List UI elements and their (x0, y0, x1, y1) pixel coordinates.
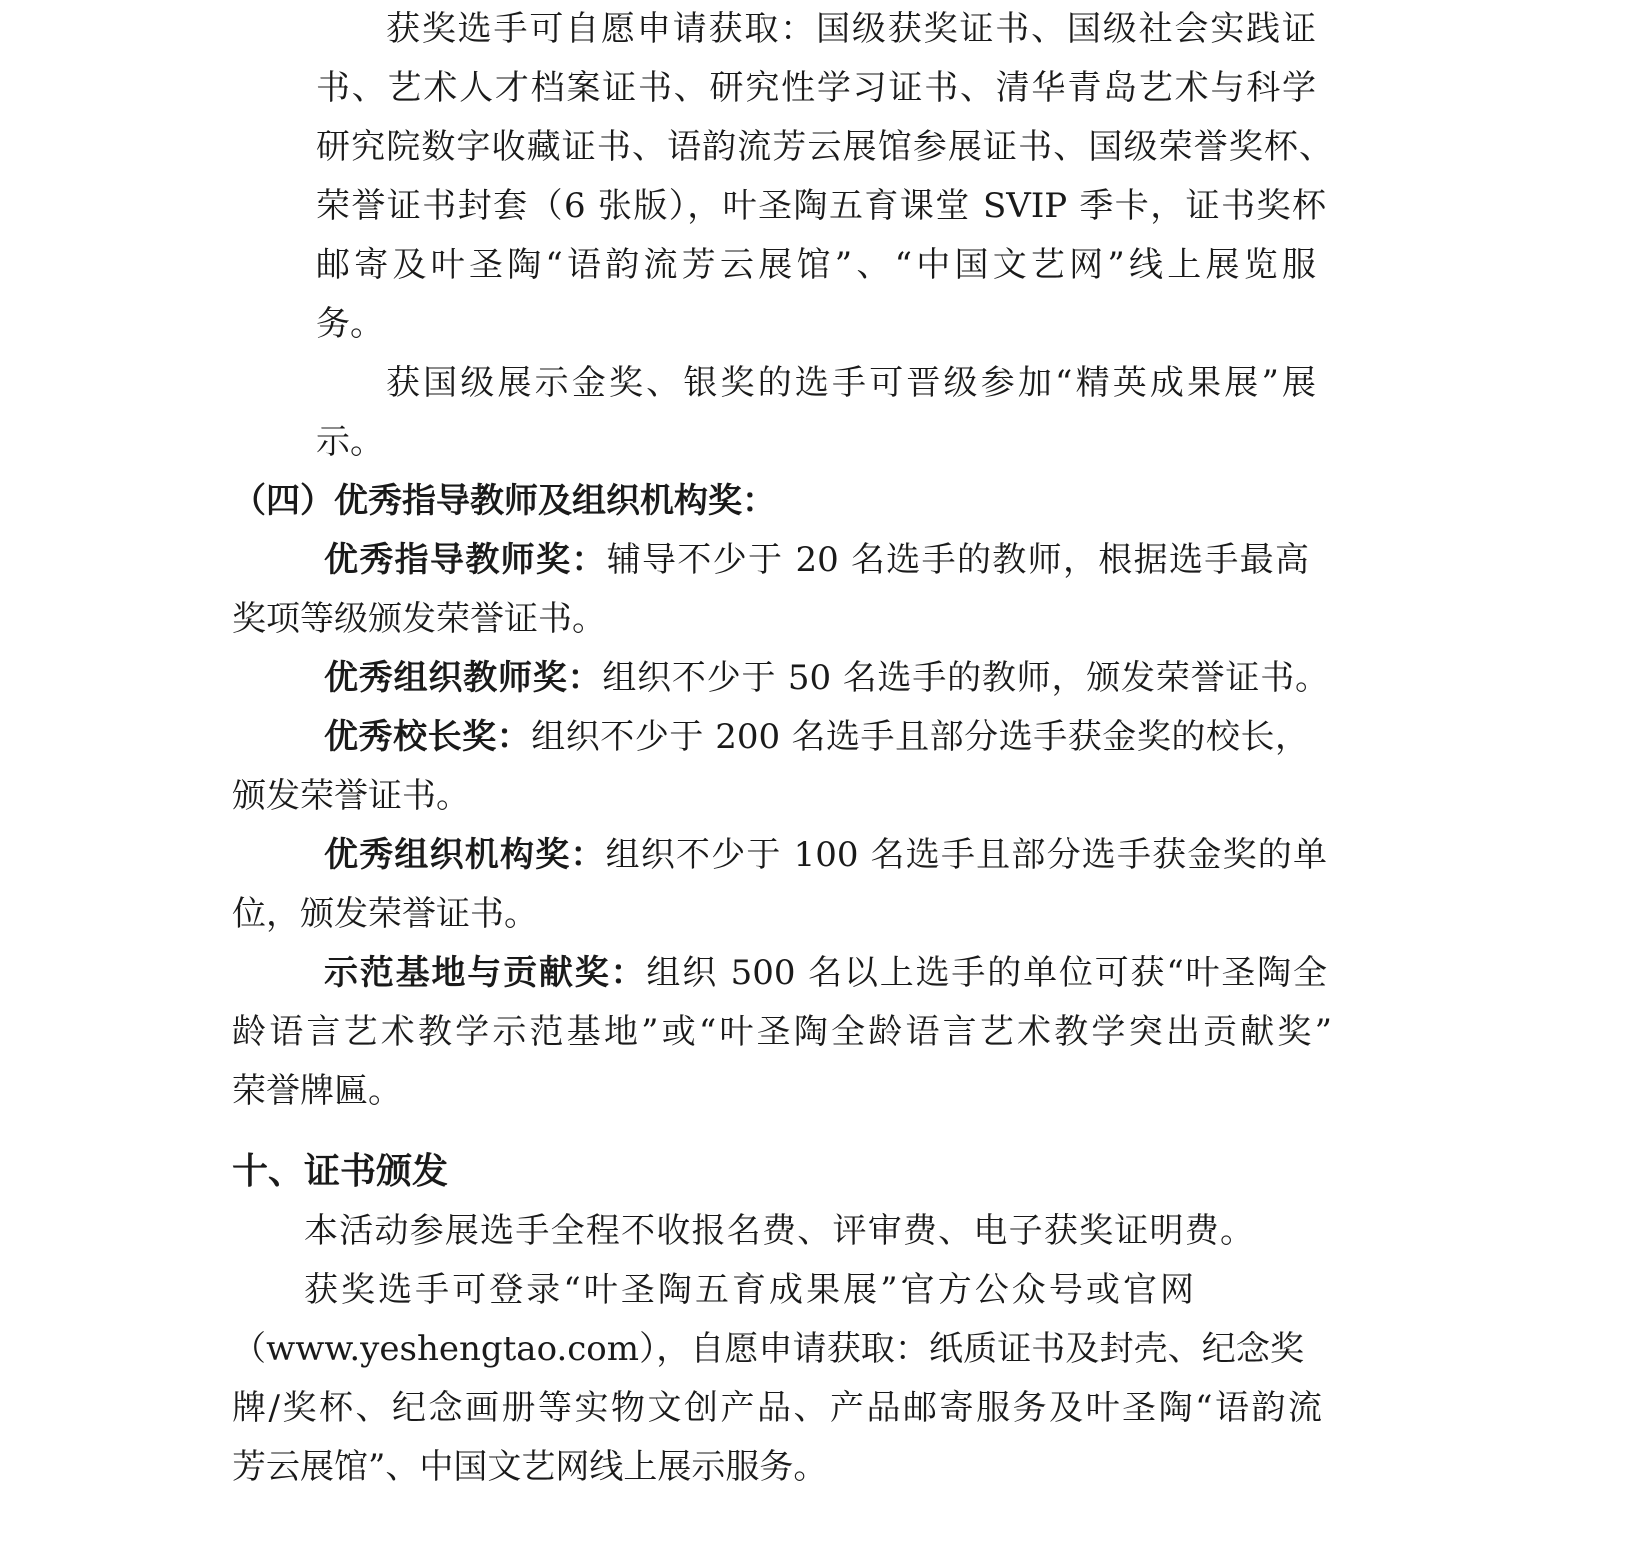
paragraph-line: 获奖选手可自愿申请获取：国级获奖证书、国级社会实践证 (386, 9, 1316, 49)
paragraph-line: 荣誉证书封套（6 张版），叶圣陶五育课堂 SVIP 季卡，证书奖杯 (316, 186, 1326, 226)
award-description: 组织 500 名以上选手的单位可获“叶圣陶全 (646, 953, 1327, 993)
award-item-demo-base (324, 951, 1327, 995)
award-item-principal (324, 715, 1309, 759)
paragraph-line: 荣誉牌匾。 (232, 1071, 402, 1111)
paragraph-line: 本活动参展选手全程不收报名费、评审费、电子获奖证明费。 (304, 1211, 1254, 1251)
award-item-org-institution (324, 833, 1327, 877)
paragraph-line: 芳云展馆”、中国文艺网线上展示服务。 (232, 1447, 828, 1487)
paragraph-line: 奖项等级颁发荣誉证书。 (232, 599, 606, 639)
paragraph-line: 务。 (316, 304, 384, 344)
award-title: 优秀组织教师奖： (324, 658, 603, 698)
paragraph-line: 颁发荣誉证书。 (232, 776, 470, 816)
section-heading: 十、证书颁发 (232, 1151, 449, 1192)
award-title: 优秀校长奖： (324, 717, 532, 757)
paragraph-line: 获奖选手可登录“叶圣陶五育成果展”官方公众号或官网 (304, 1270, 1194, 1310)
paragraph-line: 研究院数字收藏证书、语韵流芳云展馆参展证书、国级荣誉奖杯、 (316, 127, 1333, 167)
paragraph-line: 获国级展示金奖、银奖的选手可晋级参加“精英成果展”展 (386, 363, 1316, 403)
paragraph-line: 示。 (316, 422, 384, 462)
award-description: 组织不少于 50 名选手的教师，颁发荣誉证书。 (602, 658, 1329, 698)
paragraph-line: 龄语言艺术教学示范基地”或“叶圣陶全龄语言艺术教学突出贡献奖” (232, 1012, 1332, 1052)
paragraph-line: （www.yeshengtao.com），自愿申请获取：纸质证书及封壳、纪念奖 (232, 1329, 1304, 1369)
award-title: 优秀指导教师奖： (324, 540, 607, 580)
paragraph-line: 牌/奖杯、纪念画册等实物文创产品、产品邮寄服务及叶圣陶“语韵流 (232, 1388, 1322, 1428)
paragraph-line: 邮寄及叶圣陶“语韵流芳云展馆”、“中国文艺网”线上展览服 (316, 245, 1316, 285)
award-title: 示范基地与贡献奖： (324, 953, 647, 993)
award-description: 辅导不少于 20 名选手的教师，根据选手最高 (606, 540, 1309, 580)
award-item-org-teacher (324, 656, 1329, 700)
section-heading: （四）优秀指导教师及组织机构奖： (232, 481, 776, 521)
award-description: 组织不少于 200 名选手且部分选手获金奖的校长， (531, 717, 1309, 757)
award-title: 优秀组织机构奖： (324, 835, 606, 875)
paragraph-line: 书、艺术人才档案证书、研究性学习证书、清华青岛艺术与科学 (316, 68, 1316, 108)
award-item-guide-teacher (324, 538, 1309, 582)
award-description: 组织不少于 100 名选手且部分选手获金奖的单 (605, 835, 1327, 875)
paragraph-line: 位，颁发荣誉证书。 (232, 894, 538, 934)
